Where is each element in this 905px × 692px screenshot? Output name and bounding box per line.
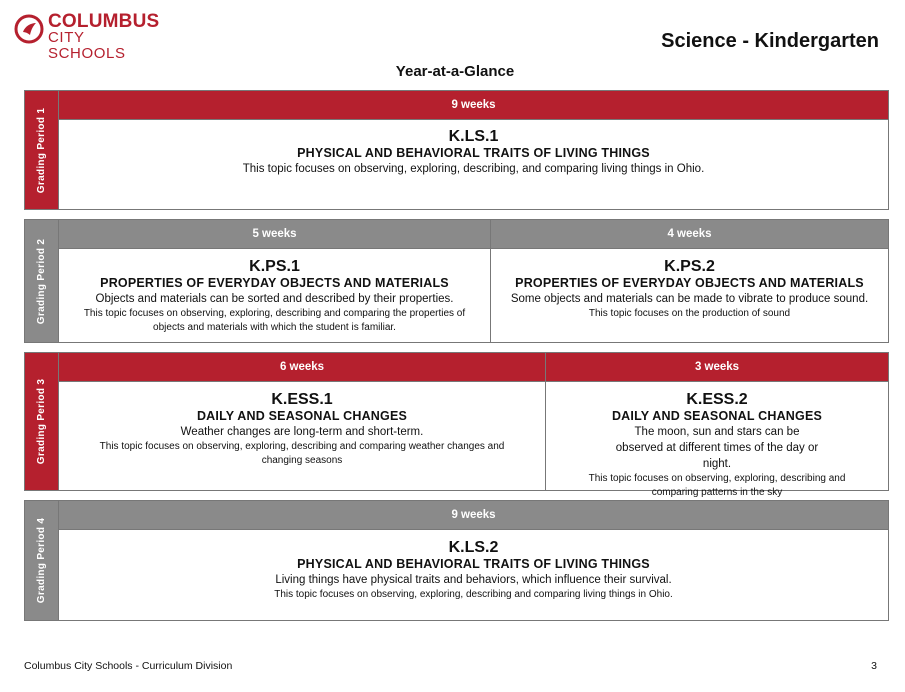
weeks-header: 4 weeks: [491, 220, 888, 249]
unit-topic: DAILY AND SEASONAL CHANGES: [196, 409, 408, 423]
unit-code: K.PS.1: [249, 258, 300, 275]
footer-division: Columbus City Schools - Curriculum Division: [24, 660, 233, 672]
unit-focus: This topic focuses on observing, exploring, describing and comparing weather changes and changing seasons: [99, 441, 505, 466]
unit-topic: PHYSICAL AND BEHAVIORAL TRAITS OF LIVING THINGS: [297, 146, 650, 160]
unit-description: Some objects and materials can be made to vibrate to produce sound.: [510, 293, 869, 305]
unit-focus: This topic focuses on the production of sound: [588, 308, 791, 319]
unit-column: [59, 501, 888, 620]
unit-column: [59, 91, 888, 209]
logo-text-columbus: COLUMBUS: [48, 11, 160, 32]
unit-description: Living things have physical traits and behaviors, which influence their survival.: [275, 574, 672, 586]
page-number: 3: [871, 660, 877, 672]
logo-text-city-schools: CITY SCHOOLS: [48, 29, 126, 62]
unit-focus: This topic focuses on observing, exploring, describing and comparing living things in Ohio.: [274, 589, 673, 600]
weeks-header: 6 weeks: [59, 353, 545, 382]
unit-code: K.LS.1: [448, 128, 499, 145]
grading-period-1: [24, 90, 889, 210]
period-label: Grading Period 4: [25, 501, 59, 620]
page-title: Science - Kindergarten: [661, 30, 879, 52]
unit-topic: PROPERTIES OF EVERYDAY OBJECTS AND MATERIALS: [515, 276, 864, 290]
unit-column: [490, 220, 888, 342]
district-logo: [14, 11, 164, 62]
logo-emblem-icon: [14, 14, 44, 44]
unit-code: K.ESS.1: [271, 391, 333, 408]
weeks-header: 5 weeks: [59, 220, 490, 249]
weeks-header: 9 weeks: [59, 501, 888, 530]
unit-code: K.LS.2: [448, 539, 499, 556]
weeks-header: 3 weeks: [546, 353, 888, 382]
page-subtitle: Year-at-a-Glance: [395, 63, 515, 80]
unit-code: K.PS.2: [664, 258, 715, 275]
grading-period-2: [24, 219, 889, 343]
unit-focus: This topic focuses on observing, exploring, describing and comparing the properties of objects and materials with which the student is familiar.: [83, 308, 466, 333]
unit-description: The moon, sun and stars can be observed at different times of the day or night.: [615, 426, 819, 470]
unit-column: [59, 220, 490, 342]
unit-description: Objects and materials can be sorted and described by their properties.: [95, 293, 454, 305]
unit-column: [59, 353, 545, 490]
unit-description: Weather changes are long-term and short-term.: [180, 426, 424, 438]
period-label: Grading Period 3: [25, 353, 59, 490]
unit-code: K.ESS.2: [686, 391, 748, 408]
period-label: Grading Period 2: [25, 220, 59, 342]
unit-topic: PHYSICAL AND BEHAVIORAL TRAITS OF LIVING THINGS: [297, 557, 650, 571]
unit-topic: DAILY AND SEASONAL CHANGES: [611, 409, 823, 423]
period-label: Grading Period 1: [25, 91, 59, 209]
unit-focus: This topic focuses on observing, exploring, describing and comparing patterns in the sky: [588, 473, 846, 498]
weeks-header: 9 weeks: [59, 91, 888, 120]
unit-description: This topic focuses on observing, exploring, describing, and comparing living things in Ohio.: [242, 163, 705, 175]
grading-period-4: [24, 500, 889, 621]
grading-period-3: [24, 352, 889, 498]
unit-topic: PROPERTIES OF EVERYDAY OBJECTS AND MATERIALS: [100, 276, 449, 290]
unit-column: [545, 353, 888, 498]
